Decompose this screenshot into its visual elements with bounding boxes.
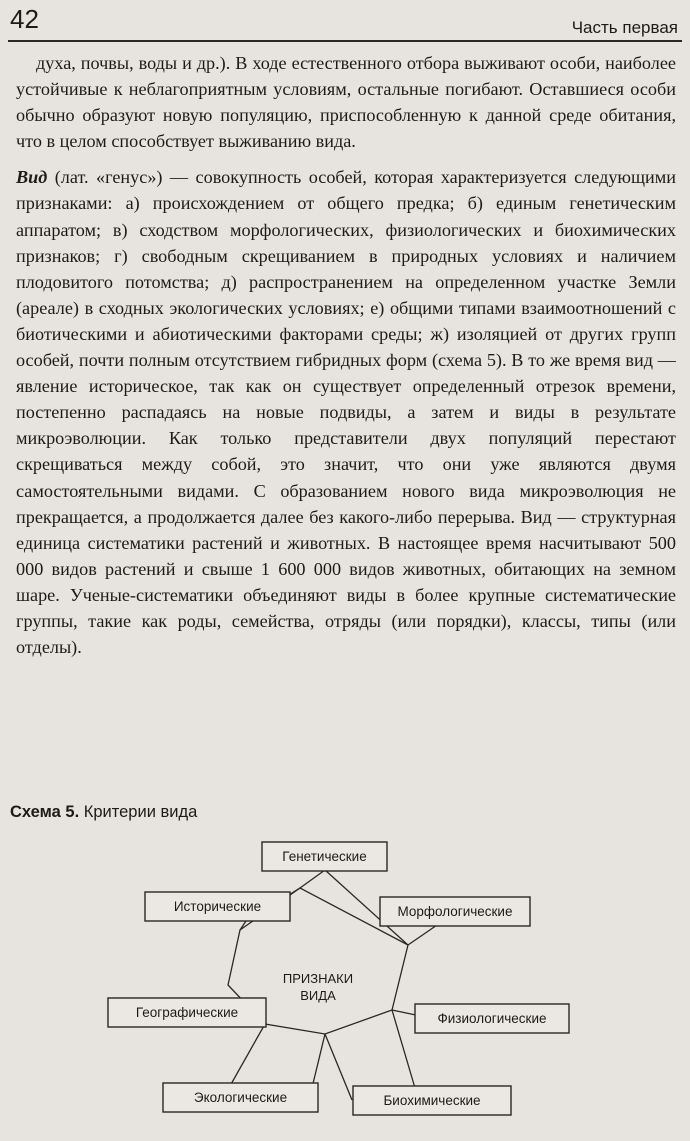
caption-label: Схема 5. <box>10 803 80 821</box>
species-criteria-diagram <box>0 830 690 1141</box>
label-ecological: Экологические <box>193 1090 288 1105</box>
page-header <box>0 0 690 44</box>
spoke-genetic <box>300 870 325 888</box>
running-head: Часть первая <box>571 18 678 37</box>
label-historical: Исторические <box>173 899 262 914</box>
label-genetic: Генетические <box>282 849 367 864</box>
label-biochemical: Биохимические <box>383 1093 481 1108</box>
paragraph-1: духа, почвы, воды и др.). В ходе естественного отбора выживают особи, наиболее устойчивые к неблагоприятным условиям, остальные погибают. Оставшиеся особи обычно образуют новую популяцию, приспособленную к данной среде обитания, что в целом способствует выживанию вида. <box>16 53 676 152</box>
body-text <box>16 50 676 660</box>
label-morphological: Морфологические <box>397 904 513 919</box>
term-vid: Вид <box>16 167 48 188</box>
header-rule <box>8 40 682 42</box>
spoke-biochemical-bottom <box>325 1034 352 1100</box>
paragraph-2 <box>16 164 676 660</box>
box-genetic <box>262 842 387 871</box>
paragraph-2-text: (лат. «генус») — совокупность особей, которая характеризуется следующими признаками: а) происхождением от общего предка; б) единым генетическим аппаратом; в) сходством морфологических, физиологических и биохимических признаков; г) свободным скрещиванием в природных условиях и наличием плодовитого потомства; д) распространением на определенном участке Земли (ареале) в сходных экологических условиях; е) общими типами взаимоотношений с биотическими и абиотическими факторами среды; ж) изоляцией от других групп особей, почти полным отсутствием гибридных форм (схема 5). В то же время вид — явление историческое, так как он существует определенный отрезок времени, постепенно распадаясь на новые подвиды, а затем и виды в результате микроэволюции. Как только представители двух популяций перестают скрещиваться между собой, это значит, что они уже являются двумя самостоятельными видами. С образованием нового вида микроэволюция не прекращается, а продолжается далее без какого-либо перерыва. Вид — структурная единица систематики растений и животных. В настоящее время насчитывают 500 000 видов растений и свыше 1 600 000 видов животных, обитающих на земном шаре. Ученые-систематики объединяют виды в более крупные систематические группы, такие как роды, семейства, отряды (или порядки), классы, типы (или отделы). <box>16 167 676 658</box>
label-physiological: Физиологические <box>437 1011 547 1026</box>
box-morphological <box>380 897 530 926</box>
box-geographical <box>108 998 266 1027</box>
box-biochemical <box>353 1086 511 1115</box>
center-label-line1: ПРИЗНАКИ <box>282 971 354 986</box>
box-ecological <box>163 1083 318 1112</box>
spoke-ecological <box>230 1024 265 1086</box>
spoke-biochemical <box>392 1010 415 1088</box>
caption-title: Критерии вида <box>83 803 198 821</box>
box-historical <box>145 892 290 921</box>
label-geographical: Географические <box>135 1005 239 1020</box>
box-physiological <box>415 1004 569 1033</box>
page-number: 42 <box>10 4 39 34</box>
center-label-line2: ВИДА <box>300 988 336 1003</box>
figure-caption <box>10 803 197 822</box>
